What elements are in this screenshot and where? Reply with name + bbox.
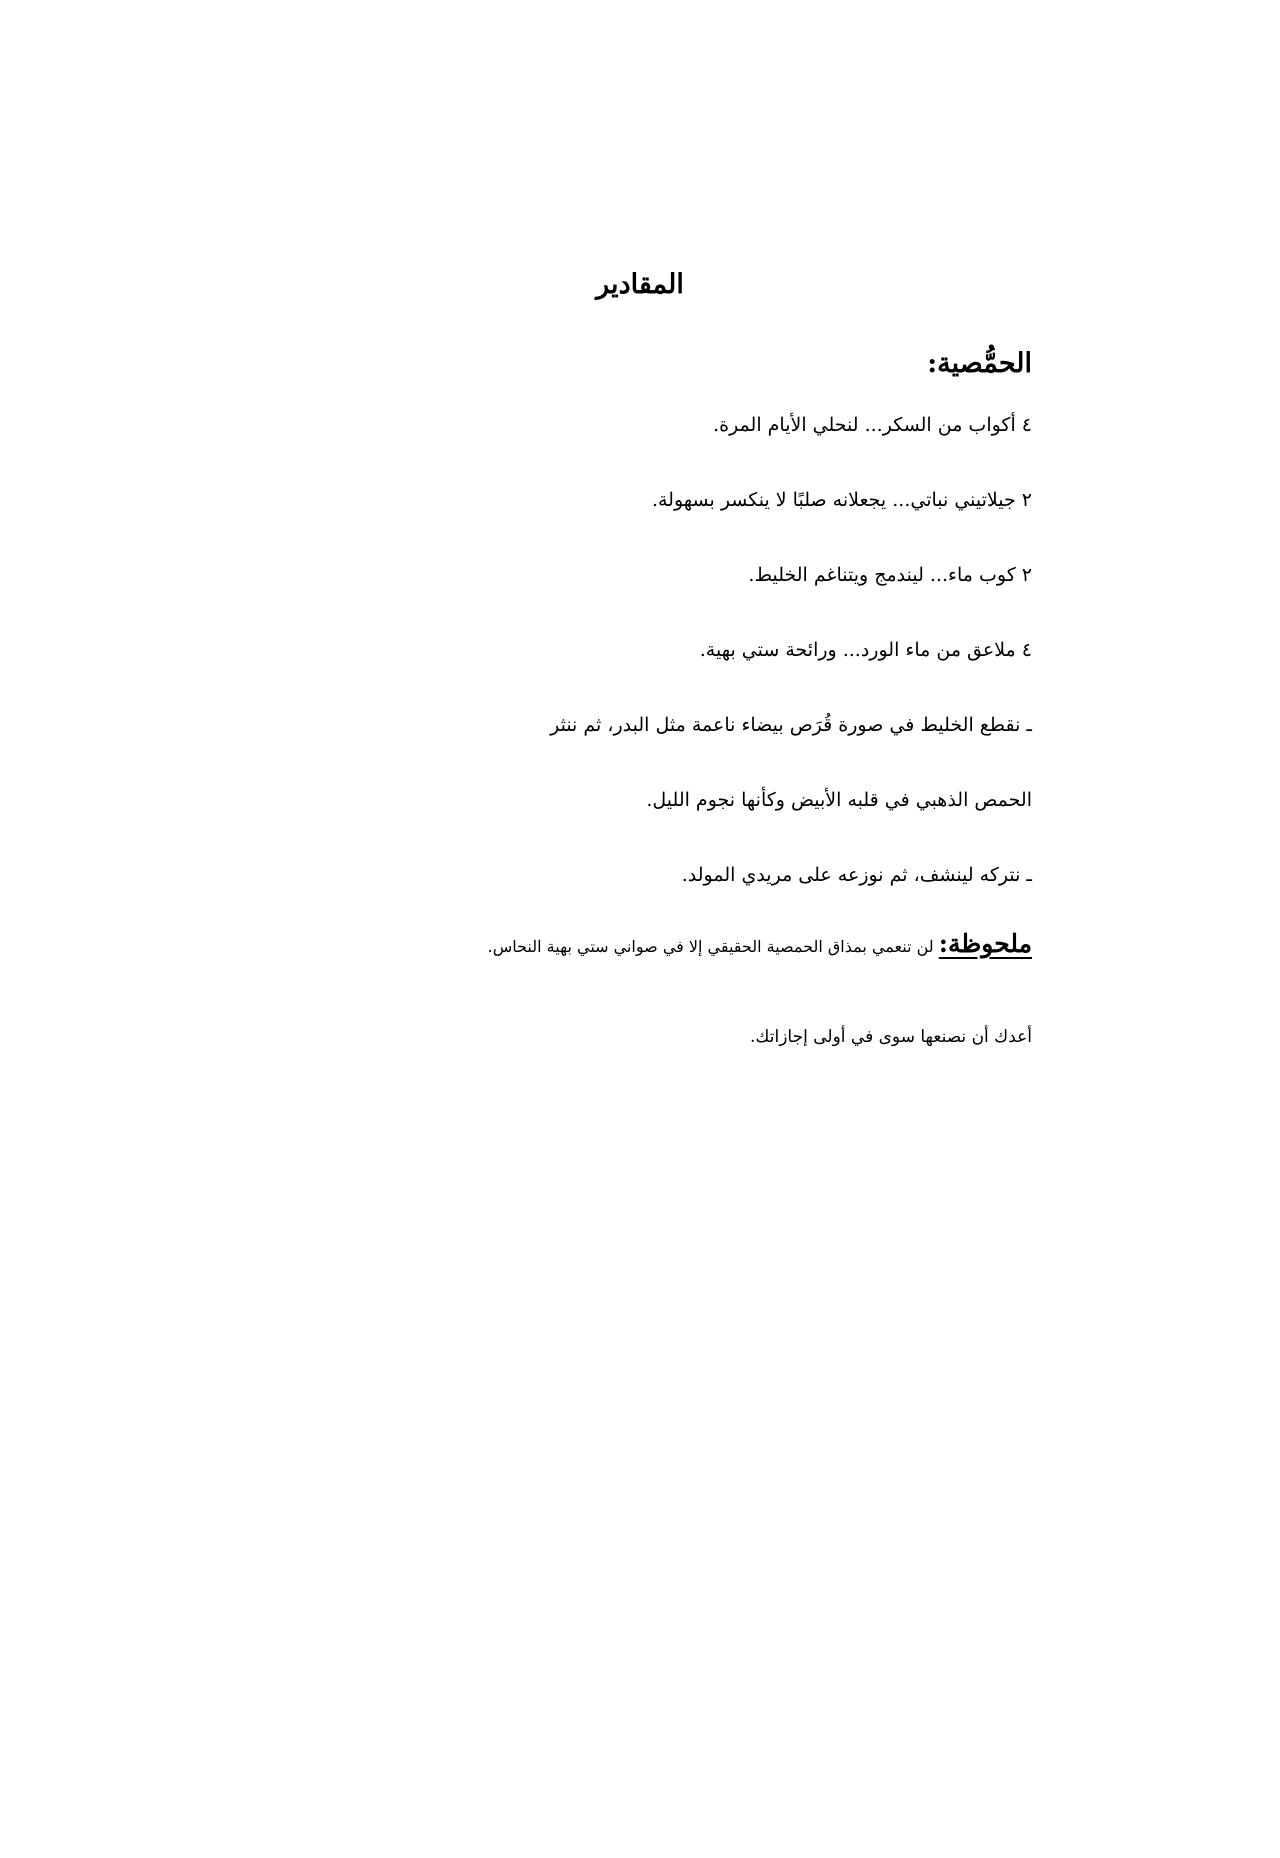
section-heading: الحمُّصية: [927,348,1032,379]
ingredient-line-gelatin: ٢ جيلاتيني نباتي... يجعلانه صلبًا لا ينكسر بسهولة. [651,489,1032,511]
note-text: لن تنعمي بمذاق الحمصية الحقيقي إلا في صواني ستي بهية النحاس. [487,937,939,956]
closing-line: أعدك أن نصنعها سوى في أولى إجازاتك. [750,1027,1032,1047]
recipe-body [232,342,1032,1052]
ingredient-line-water: ٢ كوب ماء... ليندمج ويتناغم الخليط. [748,564,1032,586]
page-title: المقادير [596,269,684,300]
instruction-line-dry: ـ نتركه لينشف، ثم نوزعه على مريدي المولد. [681,864,1032,886]
note-label: ملحوظة: [938,929,1032,958]
instruction-line-chickpeas: الحمص الذهبي في قلبه الأبيض وكأنها نجوم الليل. [646,789,1032,811]
ingredient-line-rosewater: ٤ ملاعق من ماء الورد... ورائحة ستي بهية. [699,639,1032,661]
instruction-line-cut: ـ نقطع الخليط في صورة قُرَص بيضاء ناعمة مثل البدر، ثم ننثر [550,714,1032,736]
ingredient-line-sugar: ٤ أكواب من السكر... لنحلي الأيام المرة. [713,414,1032,436]
note-paragraph [232,927,1032,964]
